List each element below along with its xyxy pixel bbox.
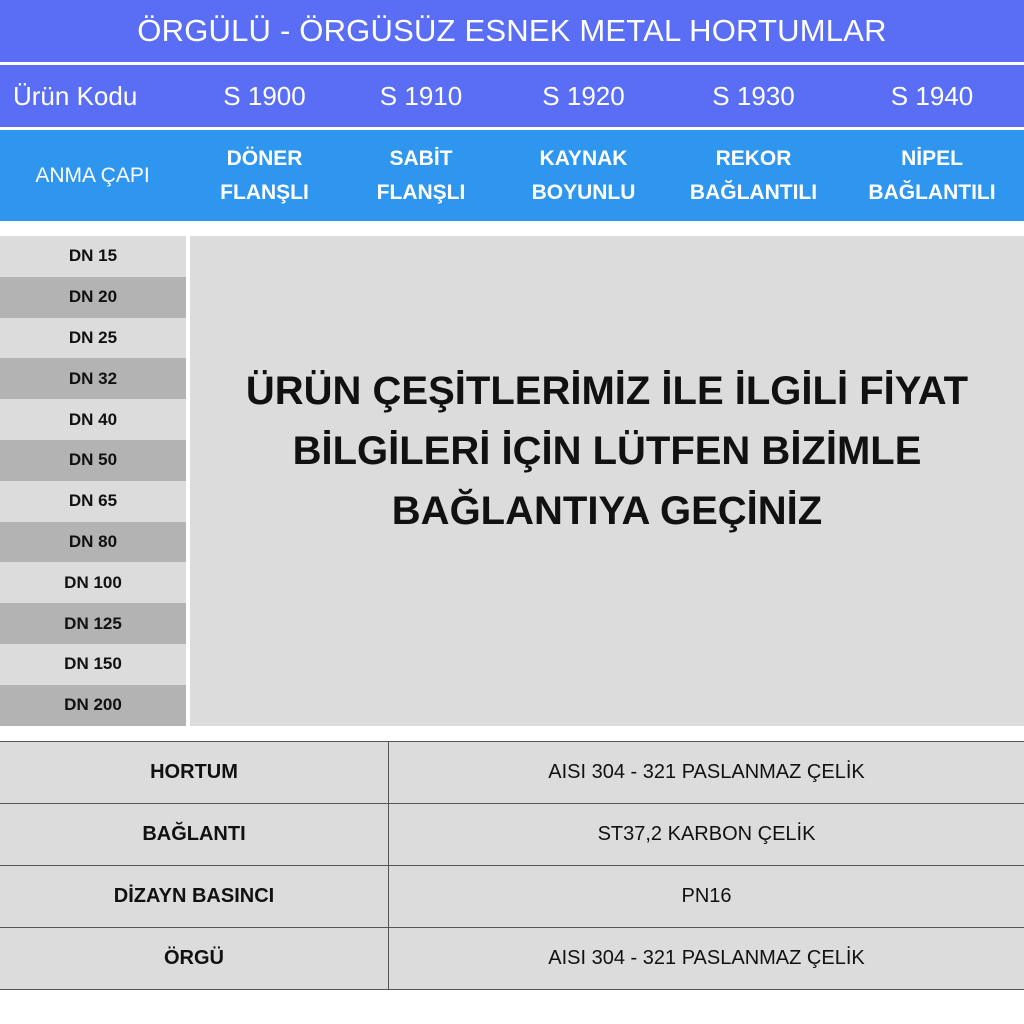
product-code-cell: S 1910 (379, 80, 463, 111)
product-code-cell: S 1940 (890, 80, 974, 111)
diameter-row: DN 40 (0, 399, 186, 440)
diameter-row: DN 100 (0, 562, 186, 603)
spec-key: BAĞLANTI (0, 804, 389, 865)
spec-value: AISI 304 - 321 PASLANMAZ ÇELİK (548, 947, 865, 969)
product-code-cell: S 1930 (712, 80, 795, 111)
nominal-diameter-list (0, 236, 186, 726)
spec-key: HORTUM (0, 742, 389, 803)
diameter-row: DN 150 (0, 644, 186, 685)
diameter-row: DN 20 (0, 277, 186, 318)
spec-value: AISI 304 - 321 PASLANMAZ ÇELİK (548, 761, 865, 783)
price-notice-panel (190, 236, 1024, 726)
column-header: DÖNER FLANŞLI (220, 146, 309, 204)
product-code-cell: S 1900 (223, 80, 306, 111)
spec-row (0, 928, 1024, 990)
product-code-cell: S 1920 (542, 80, 625, 111)
column-header: KAYNAK BOYUNLU (531, 146, 636, 204)
column-header: SABİT FLANŞLI (376, 146, 466, 204)
spec-value: ST37,2 KARBON ÇELİK (597, 823, 816, 845)
diameter-row: DN 25 (0, 318, 186, 359)
spec-row (0, 804, 1024, 866)
spec-key: ÖRGÜ (0, 928, 389, 989)
price-notice-text: ÜRÜN ÇEŞİTLERİMİZ İLE İLGİLİ FİYAT BİLGİLERİ İÇİN LÜTFEN BİZİMLE BAĞLANTIYA GEÇİNİZ (245, 369, 969, 533)
column-header: REKOR BAĞLANTILI (689, 146, 818, 204)
product-code-row (0, 65, 1024, 127)
spec-row (0, 866, 1024, 928)
spec-value: PN16 (681, 885, 732, 907)
spec-key: DİZAYN BASINCI (0, 866, 389, 927)
column-header-row (0, 130, 1024, 221)
product-code-label: Ürün Kodu (13, 80, 138, 111)
diameter-row: DN 32 (0, 358, 186, 399)
nominal-diameter-label: ANMA ÇAPI (35, 163, 150, 187)
diameter-row: DN 125 (0, 603, 186, 644)
diameter-row: DN 15 (0, 236, 186, 277)
diameter-row: DN 65 (0, 481, 186, 522)
diameter-row: DN 80 (0, 522, 186, 563)
table-title: ÖRGÜLÜ - ÖRGÜSÜZ ESNEK METAL HORTUMLAR (0, 0, 1024, 62)
spec-row (0, 742, 1024, 804)
diameter-row: DN 50 (0, 440, 186, 481)
spec-table (0, 741, 1024, 990)
diameter-row: DN 200 (0, 685, 186, 726)
column-header: NİPEL BAĞLANTILI (868, 146, 996, 204)
